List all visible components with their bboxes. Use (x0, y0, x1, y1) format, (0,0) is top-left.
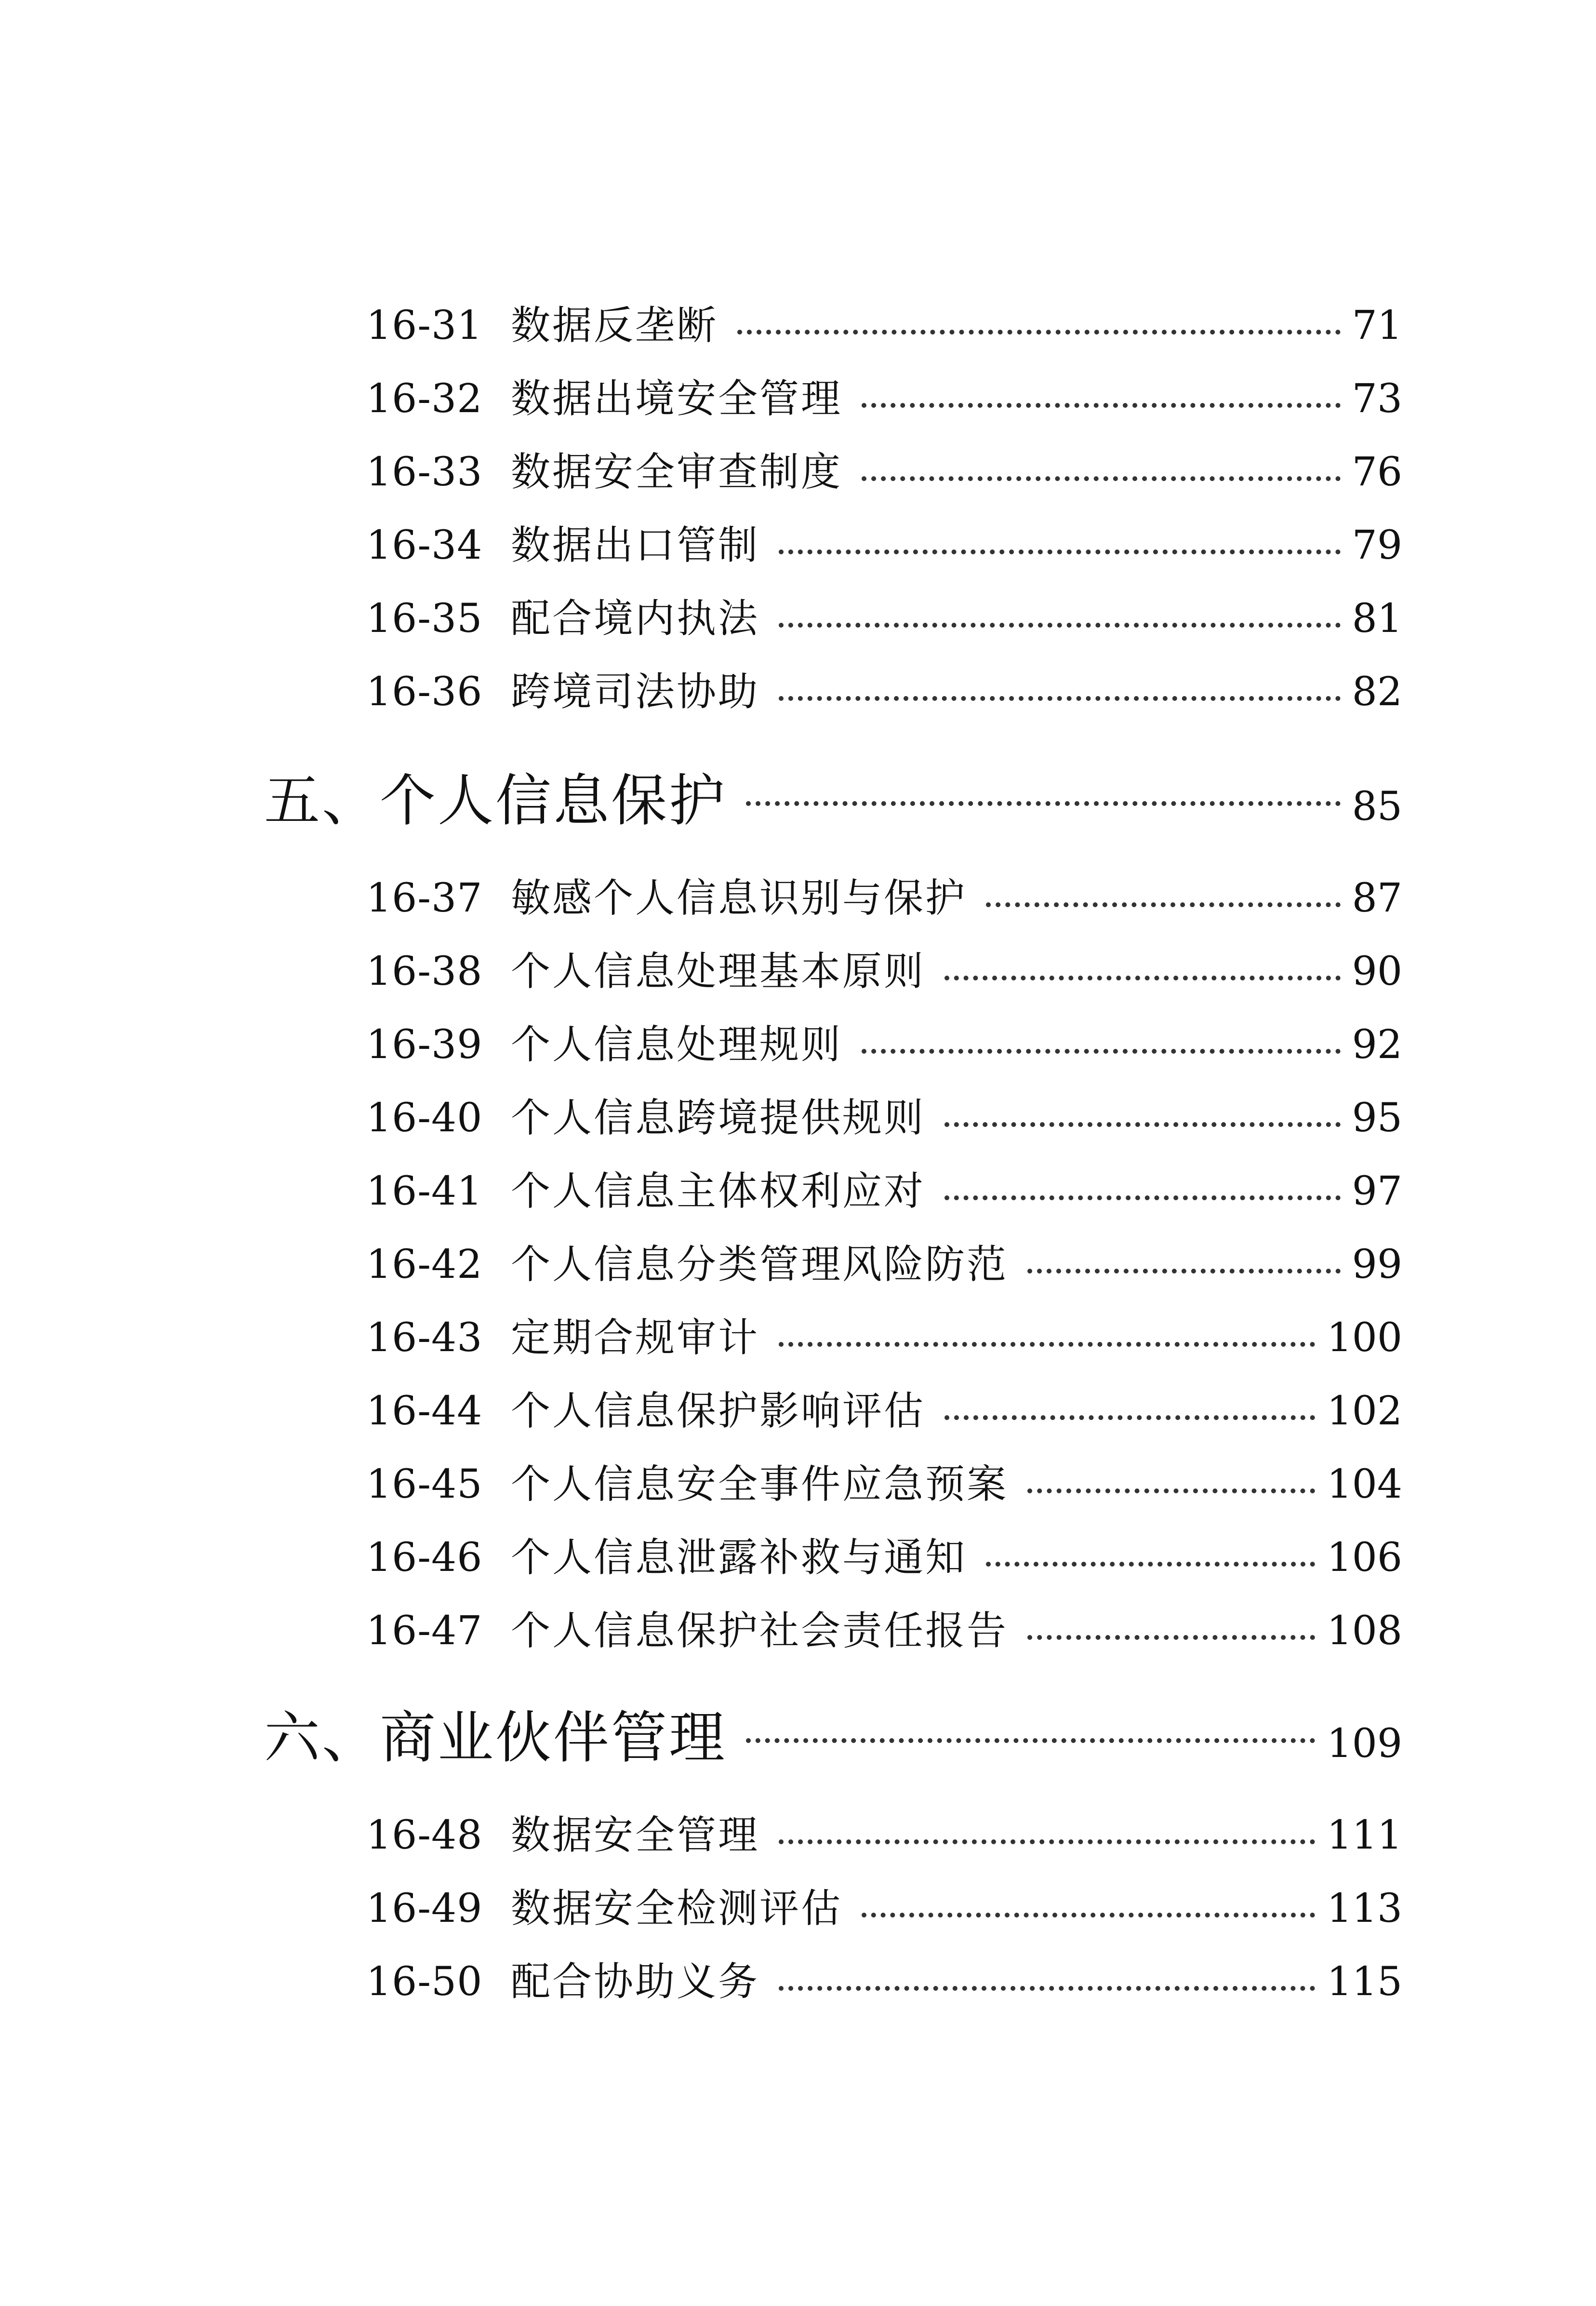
entry-page-number: 111 (1327, 1812, 1402, 1858)
entry-page-number: 97 (1352, 1168, 1402, 1214)
dot-leader (1027, 1488, 1315, 1493)
entry-number: 16-39 (366, 1022, 483, 1068)
entry-number: 16-34 (366, 523, 483, 568)
dot-leader (862, 402, 1341, 408)
entry-title: 数据安全审查制度 (511, 449, 843, 495)
entry-title: 个人信息主体权利应对 (511, 1168, 926, 1214)
entry-page-number: 115 (1327, 1959, 1402, 2005)
dot-leader (779, 1839, 1315, 1844)
entry-page-number: 106 (1327, 1535, 1402, 1581)
toc-entry-16-44[interactable] (366, 1380, 1402, 1437)
toc-section-personal-info[interactable] (264, 756, 1402, 833)
entry-title: 数据安全管理 (511, 1812, 760, 1858)
entry-title: 个人信息保护社会责任报告 (511, 1608, 1009, 1654)
entry-page-number: 79 (1352, 523, 1402, 568)
toc-entry-16-31[interactable] (366, 294, 1402, 352)
toc-entry-16-46[interactable] (366, 1526, 1402, 1584)
toc-entry-16-42[interactable] (366, 1233, 1402, 1291)
toc-entry-16-43[interactable] (366, 1306, 1402, 1364)
entry-page-number: 90 (1352, 949, 1402, 994)
entry-title: 定期合规审计 (511, 1315, 760, 1361)
entry-title: 跨境司法协助 (511, 669, 760, 715)
entry-title: 个人信息分类管理风险防范 (511, 1242, 1009, 1287)
entry-title: 配合境内执法 (511, 596, 760, 642)
entry-number: 16-37 (366, 875, 483, 921)
entry-page-number: 71 (1352, 303, 1402, 349)
dot-leader (779, 549, 1341, 554)
entry-number: 16-40 (366, 1095, 483, 1141)
toc-entry-16-32[interactable] (366, 367, 1402, 425)
toc-entry-16-41[interactable] (366, 1160, 1402, 1218)
dot-leader (862, 476, 1341, 481)
entry-title: 个人信息保护影响评估 (511, 1388, 926, 1434)
toc-entry-16-35[interactable] (366, 587, 1402, 645)
entry-page-number: 92 (1352, 1022, 1402, 1068)
entry-number: 16-31 (366, 303, 483, 349)
toc-entry-16-49[interactable] (366, 1877, 1402, 1935)
dot-leader (944, 1195, 1341, 1200)
entry-title: 数据反垄断 (511, 303, 718, 349)
dot-leader (779, 622, 1341, 628)
entry-number: 16-44 (366, 1388, 483, 1434)
entry-number: 16-46 (366, 1535, 483, 1581)
entry-title: 个人信息处理基本原则 (511, 949, 926, 994)
toc-entry-16-40[interactable] (366, 1086, 1402, 1144)
dot-leader (737, 329, 1341, 335)
section-title: 六、商业伙伴管理 (264, 1705, 727, 1770)
section-page-number: 109 (1327, 1721, 1402, 1767)
entry-page-number: 108 (1327, 1608, 1402, 1654)
entry-page-number: 113 (1327, 1886, 1402, 1931)
dot-leader (779, 696, 1341, 701)
entry-page-number: 76 (1352, 449, 1402, 495)
toc-entry-16-39[interactable] (366, 1013, 1402, 1071)
entry-number: 16-49 (366, 1886, 483, 1931)
entry-page-number: 102 (1327, 1388, 1402, 1434)
dot-leader (1027, 1268, 1341, 1274)
entry-page-number: 100 (1327, 1315, 1402, 1361)
toc-entry-16-47[interactable] (366, 1599, 1402, 1657)
section-title: 五、个人信息保护 (264, 768, 727, 833)
entry-title: 数据出境安全管理 (511, 376, 843, 422)
dot-leader (746, 801, 1341, 806)
toc-entry-16-37[interactable] (366, 867, 1402, 925)
entry-number: 16-50 (366, 1959, 483, 2005)
toc-entry-16-36[interactable] (366, 660, 1402, 718)
toc-entry-16-50[interactable] (366, 1950, 1402, 2008)
entry-title: 个人信息安全事件应急预案 (511, 1461, 1009, 1507)
dot-leader (1027, 1635, 1315, 1640)
dot-leader (746, 1738, 1315, 1743)
entry-number: 16-35 (366, 596, 483, 642)
toc-entry-16-38[interactable] (366, 940, 1402, 998)
dot-leader (944, 1415, 1315, 1420)
toc-entry-16-48[interactable] (366, 1804, 1402, 1862)
entry-number: 16-48 (366, 1812, 483, 1858)
entry-number: 16-41 (366, 1168, 483, 1214)
dot-leader (779, 1341, 1315, 1347)
toc-entry-16-34[interactable] (366, 514, 1402, 572)
entry-title: 个人信息跨境提供规则 (511, 1095, 926, 1141)
entry-number: 16-45 (366, 1461, 483, 1507)
entry-title: 敏感个人信息识别与保护 (511, 875, 967, 921)
entry-page-number: 104 (1327, 1461, 1402, 1507)
entry-title: 个人信息处理规则 (511, 1022, 843, 1068)
entry-number: 16-47 (366, 1608, 483, 1654)
entry-title: 数据出口管制 (511, 523, 760, 568)
dot-leader (944, 975, 1341, 980)
entry-title: 配合协助义务 (511, 1959, 760, 2005)
entry-number: 16-32 (366, 376, 483, 422)
toc-section-business-partner[interactable] (264, 1693, 1402, 1770)
dot-leader (862, 1048, 1341, 1054)
entry-number: 16-43 (366, 1315, 483, 1361)
dot-leader (986, 1561, 1315, 1567)
dot-leader (862, 1912, 1315, 1917)
entry-page-number: 82 (1352, 669, 1402, 715)
entry-page-number: 73 (1352, 376, 1402, 422)
entry-page-number: 81 (1352, 596, 1402, 642)
entry-page-number: 95 (1352, 1095, 1402, 1141)
section-page-number: 85 (1352, 784, 1402, 830)
entry-number: 16-33 (366, 449, 483, 495)
dot-leader (986, 902, 1341, 907)
dot-leader (944, 1122, 1341, 1127)
entry-number: 16-38 (366, 949, 483, 994)
entry-title: 数据安全检测评估 (511, 1886, 843, 1931)
entry-title: 个人信息泄露补救与通知 (511, 1535, 967, 1581)
toc-entry-16-33[interactable] (366, 441, 1402, 498)
dot-leader (779, 1985, 1315, 1991)
entry-number: 16-42 (366, 1242, 483, 1287)
toc-entry-16-45[interactable] (366, 1453, 1402, 1511)
entry-page-number: 87 (1352, 875, 1402, 921)
entry-page-number: 99 (1352, 1242, 1402, 1287)
entry-number: 16-36 (366, 669, 483, 715)
